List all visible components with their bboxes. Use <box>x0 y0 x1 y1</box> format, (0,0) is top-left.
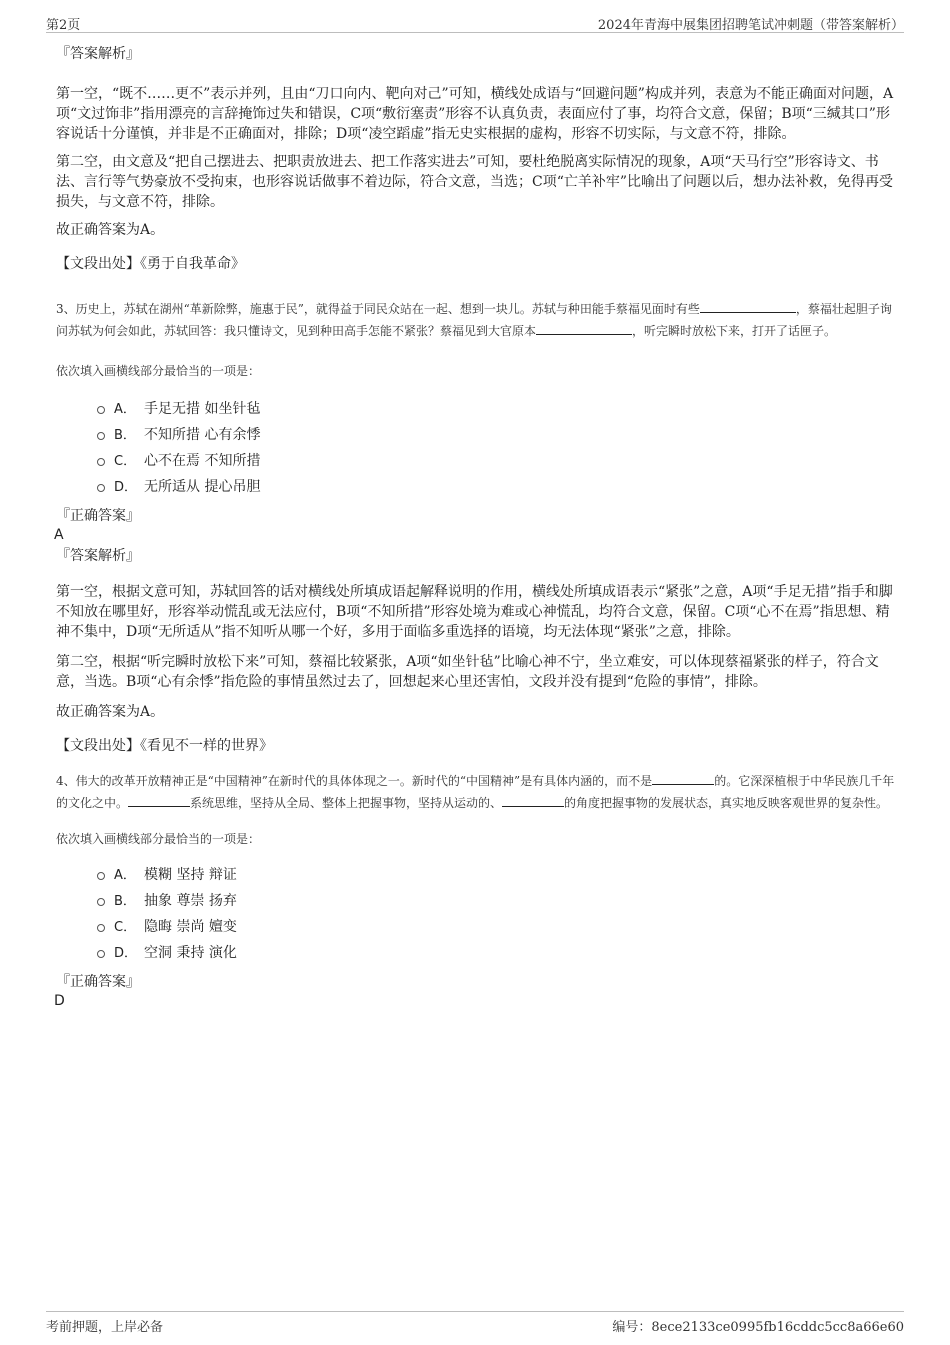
analysis-label: 『答案解析』 <box>56 548 140 564</box>
footer-slogan: 考前押题，上岸必备 <box>46 1320 164 1335</box>
radio-icon[interactable] <box>97 898 105 906</box>
answer-blank <box>536 320 632 335</box>
document-title: 2024年青海中展集团招聘笔试冲刺题（带答案解析） <box>597 18 904 33</box>
radio-icon[interactable] <box>97 484 105 492</box>
option-list <box>56 396 896 500</box>
answer-blank <box>502 792 564 807</box>
analysis-paragraph: 第一空，“既不……更不”表示并列，且由“刀口向内、靶向对己”可知，横线处成语与“回避问题”构成并列，表意为不能正确面对问题，A项“文过饰非”指用漂亮的言辞掩饰过失和错误，C项“敷衍塞责”形容不认真负责，表面应付了事，均符合文意，保留；B项“三缄其口”形容说话十分谨慎，并非是不正确面对，排除；D项“凌空蹈虚”指无史实根据的虚构，形容不切实际，与文意不符，排除。 <box>56 86 894 142</box>
correct-answer-label: 『正确答案』 <box>56 508 140 524</box>
answer-blank <box>652 770 714 785</box>
radio-icon[interactable] <box>97 432 105 440</box>
source-citation: 【文段出处】《看见不一样的世界》 <box>56 738 273 754</box>
source-citation: 【文段出处】《勇于自我革命》 <box>56 256 245 272</box>
option-c[interactable]: C． 心不在焉 不知所措 <box>56 448 896 474</box>
option-d[interactable]: D． 无所适从 提心吊胆 <box>56 474 896 500</box>
radio-icon[interactable] <box>97 458 105 466</box>
correct-answer-label: 『正确答案』 <box>56 974 140 990</box>
correct-answer: A <box>54 527 64 543</box>
option-list <box>56 862 896 966</box>
radio-icon[interactable] <box>97 406 105 414</box>
answer-blank <box>128 792 190 807</box>
page-footer <box>46 1311 904 1336</box>
page-header <box>46 10 904 33</box>
correct-answer: D <box>54 993 65 1009</box>
option-b[interactable]: B． 抽象 尊崇 扬弃 <box>56 888 896 914</box>
analysis-paragraph: 第一空，根据文意可知，苏轼回答的话对横线处所填成语起解释说明的作用，横线处所填成语表示“紧张”之意，A项“手足无措”指手和脚不知放在哪里好，形容举动慌乱或无法应付，B项“不知所措”形容处境为难或心神慌乱，均符合文意，保留。C项“心不在焉”指思想、精神不集中，D项“无所适从”指不知听从哪一个好，多用于面临多重选择的语境，均无法体现“紧张”之意，排除。 <box>56 584 893 640</box>
question-stem: 3、历史上，苏轼在湖州“革新除弊，施惠于民”，就得益于同民众站在一起、想到一块儿。苏轼与种田能手蔡福见面时有些 ，蔡福壮起胆子询问苏轼为何会如此，苏轼回答：我只懂诗文，见到种田高手怎能不紧张？蔡福见到大官原本 ，听完瞬时放松下来，打开了话匣子。 <box>56 298 896 342</box>
option-d[interactable]: D． 空洞 秉持 演化 <box>56 940 896 966</box>
question-prompt: 依次填入画横线部分最恰当的一项是： <box>56 364 261 378</box>
page-number: 第2页 <box>46 18 81 33</box>
analysis-paragraph: 第二空，根据“听完瞬时放松下来”可知，蔡福比较紧张，A项“如坐针毡”比喻心神不宁，坐立难安，可以体现蔡福紧张的样子，符合文意，当选。B项“心有余悸”指危险的事情虽然过去了，回想起来心里还害怕，文段并没有提到“危险的事情”，排除。 <box>56 654 879 690</box>
option-a[interactable]: A． 手足无措 如坐针毡 <box>56 396 896 422</box>
option-b[interactable]: B． 不知所措 心有余悸 <box>56 422 896 448</box>
conclusion: 故正确答案为A。 <box>56 704 165 720</box>
analysis-paragraph: 第二空，由文意及“把自己摆进去、把职责放进去、把工作落实进去”可知，要杜绝脱离实际情况的现象，A项“天马行空”形容诗文、书法、言行等气势豪放不受拘束，也形容说话做事不着边际，符合文意，当选；C项“亡羊补牢”比喻出了问题以后，想办法补救，免得再受损失，与文意不符，排除。 <box>56 154 894 210</box>
option-a[interactable]: A． 模糊 坚持 辩证 <box>56 862 896 888</box>
question-prompt: 依次填入画横线部分最恰当的一项是： <box>56 832 261 846</box>
document-body <box>56 40 896 1010</box>
option-c[interactable]: C． 隐晦 崇尚 嬗变 <box>56 914 896 940</box>
radio-icon[interactable] <box>97 872 105 880</box>
radio-icon[interactable] <box>97 950 105 958</box>
document-id: 编号：8ece2133ce0995fb16cddc5cc8a66e60 <box>612 1320 904 1335</box>
radio-icon[interactable] <box>97 924 105 932</box>
question-stem: 4、伟大的改革开放精神正是“中国精神”在新时代的具体体现之一。新时代的“中国精神”是有具体内涵的，而不是 的。它深深植根于中华民族几千年的文化之中。 系统思维，坚持从全局、整体上把握事物，坚持从运动的、 的角度把握事物的发展状态，真实地反映客观世界的复杂性。 <box>56 770 896 814</box>
conclusion: 故正确答案为A。 <box>56 222 165 238</box>
answer-blank <box>700 298 796 313</box>
analysis-label: 『答案解析』 <box>56 46 140 62</box>
